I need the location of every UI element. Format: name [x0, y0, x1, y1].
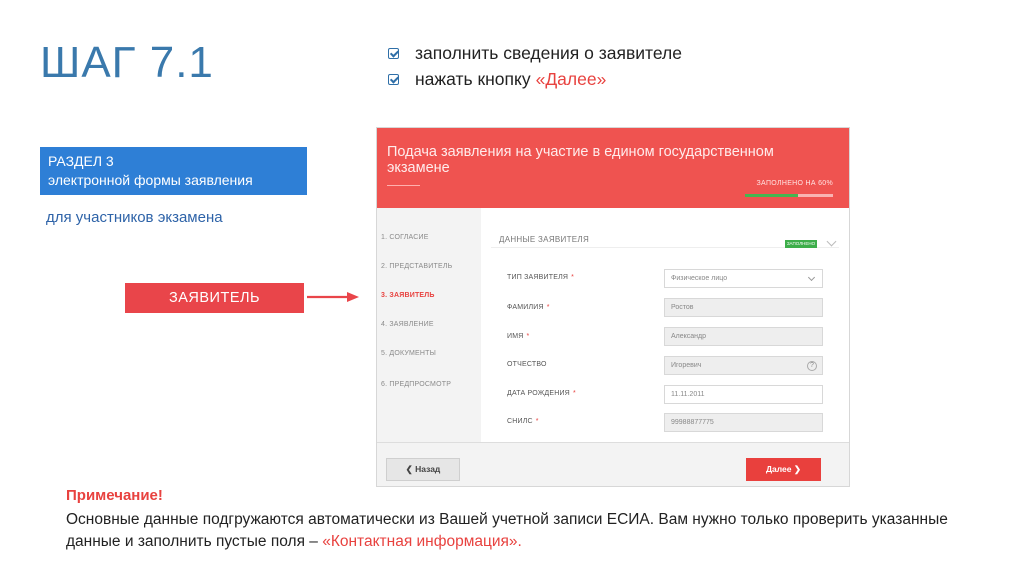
progress-bar-fill — [745, 194, 798, 197]
sidebar-item-application[interactable]: 4. ЗАЯВЛЕНИЕ — [381, 321, 434, 328]
form-screenshot — [376, 127, 850, 487]
snils-field[interactable] — [664, 413, 823, 432]
sidebar-item-preview[interactable]: 6. ПРЕДПРОСМОТР — [381, 381, 452, 388]
applicant-data-card-header[interactable] — [491, 226, 839, 248]
note-body: Основные данные подгружаются автоматически из Вашей учетной записи ЕСИА. Вам нужно только проверить указанные данные и заполнить пустые поля – — [66, 511, 948, 550]
progress-label: ЗАПОЛНЕНО НА 60% — [756, 180, 833, 187]
section-box — [40, 147, 307, 195]
form-content — [481, 208, 849, 442]
help-icon[interactable]: ? — [807, 361, 817, 371]
field-label-applicant-type: ТИП ЗАЯВИТЕЛЯ * — [507, 274, 575, 281]
field-label-surname: ФАМИЛИЯ * — [507, 304, 550, 311]
sidebar-item-consent[interactable]: 1. СОГЛАСИЕ — [381, 234, 429, 241]
applicant-label-box — [125, 283, 304, 313]
name-value: Александр — [671, 333, 707, 340]
checklist-item-1-text: заполнить сведения о заявителе — [415, 42, 682, 63]
form-header — [377, 128, 849, 208]
patronymic-field[interactable] — [664, 356, 823, 375]
applicant-type-value: Физическое лицо — [671, 275, 728, 282]
note-highlight: «Контактная информация». — [322, 533, 522, 550]
sidebar-item-representative[interactable]: 2. ПРЕДСТАВИТЕЛЬ — [381, 263, 453, 270]
back-button[interactable]: ❮ Назад — [386, 458, 460, 481]
checkbox-checked-icon — [388, 74, 399, 85]
card-title: ДАННЫЕ ЗАЯВИТЕЛЯ — [499, 235, 590, 244]
surname-value: Ростов — [671, 304, 694, 311]
field-label-birth-date: ДАТА РОЖДЕНИЯ * — [507, 390, 576, 397]
form-header-underline — [387, 185, 420, 186]
section-box-line1: РАЗДЕЛ 3 — [48, 153, 114, 169]
field-label-patronymic: ОТЧЕСТВО — [507, 361, 547, 368]
note-text — [66, 509, 966, 553]
form-header-title: Подача заявления на участие в едином государственном экзамене — [387, 144, 774, 176]
form-sidebar — [377, 208, 480, 442]
applicant-label: ЗАЯВИТЕЛЬ — [168, 290, 261, 306]
checklist — [388, 40, 682, 92]
step-title: ШАГ 7.1 — [40, 38, 214, 87]
checklist-item-2-highlight: «Далее» — [535, 68, 607, 89]
checklist-item-2 — [388, 66, 682, 92]
for-participants-caption: для участников экзамена — [46, 209, 223, 226]
birth-date-field[interactable] — [664, 385, 823, 404]
applicant-type-select[interactable] — [664, 269, 823, 288]
birth-date-value: 11.11.2011 — [671, 391, 705, 398]
note-title: Примечание! — [66, 487, 163, 504]
form-footer — [377, 442, 849, 486]
name-field[interactable] — [664, 327, 823, 346]
chevron-down-icon[interactable] — [827, 237, 837, 247]
next-button[interactable]: Далее ❯ — [746, 458, 821, 481]
checkbox-checked-icon — [388, 48, 399, 59]
sidebar-item-applicant[interactable]: 3. ЗАЯВИТЕЛЬ — [381, 292, 435, 299]
sidebar-item-documents[interactable]: 5. ДОКУМЕНТЫ — [381, 350, 436, 357]
section-box-line2: электронной формы заявления — [48, 172, 253, 188]
field-label-snils: СНИЛС * — [507, 418, 539, 425]
checklist-item-1 — [388, 40, 682, 66]
checklist-item-2-text: нажать кнопку — [415, 68, 531, 89]
status-badge: ЗАПОЛНЕНО — [786, 241, 816, 246]
surname-field[interactable] — [664, 298, 823, 317]
progress-bar — [745, 194, 833, 197]
snils-value: 99988877775 — [671, 419, 714, 426]
patronymic-value: Игоревич — [671, 362, 702, 369]
field-label-name: ИМЯ * — [507, 333, 530, 340]
chevron-down-icon — [808, 274, 815, 281]
arrow-right-icon — [307, 289, 359, 305]
